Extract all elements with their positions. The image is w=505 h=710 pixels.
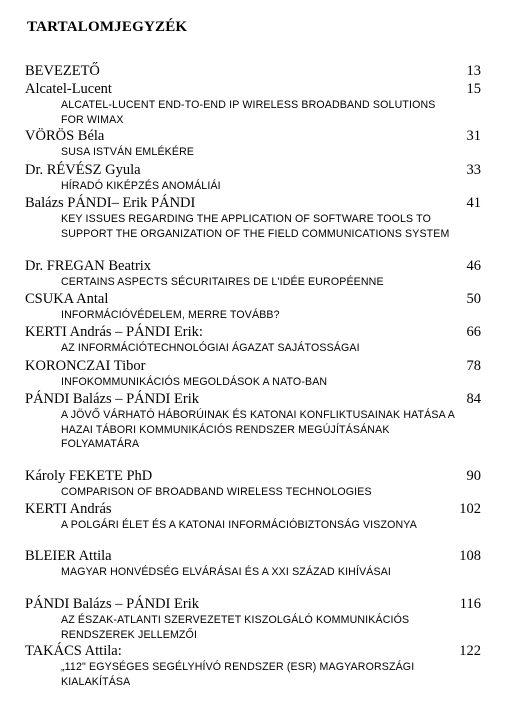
toc-entry-page-number: 84 (466, 391, 481, 407)
toc-entry-subtitle: ALCATEL-LUCENT END-TO-END IP WIRELESS BROADBAND SOLUTIONS FOR WIMAX (61, 99, 436, 126)
toc-entry-page-number: 31 (466, 128, 481, 144)
toc-entry-page-number: 90 (466, 468, 481, 484)
toc-entry-page-number: 102 (459, 501, 481, 517)
toc-entry-page-number: 122 (459, 643, 481, 659)
toc-entry-subtitle: CERTAINS ASPECTS SÉCURITAIRES DE L'IDÉE EUROPÉENNE (61, 276, 384, 288)
toc-entry-subtitle: SUSA ISTVÁN EMLÉKÉRE (61, 146, 195, 158)
toc-entry-subtitle: HÍRADÓ KIKÉPZÉS ANOMÁLIÁI (61, 180, 221, 192)
toc-entry-page-number: 41 (466, 195, 481, 211)
toc-entry-author: KERTI András (25, 501, 112, 517)
toc-entry-page-number: 46 (466, 258, 481, 274)
page-title: TARTALOMJEGYZÉK (27, 19, 188, 35)
toc-entry-subtitle: „112" EGYSÉGES SEGÉLYHÍVÓ RENDSZER (ESR) MAGYARORSZÁGI KIALAKÍTÁSA (61, 661, 415, 688)
toc-entry-subtitle: AZ ÉSZAK-ATLANTI SZERVEZETET KISZOLGÁLÓ KOMMUNIKÁCIÓS RENDSZEREK JELLEMZŐI (61, 614, 410, 641)
toc-entry-subtitle: A POLGÁRI ÉLET ÉS A KATONAI INFORMÁCIÓBIZTONSÁG VISZONYA (61, 519, 417, 531)
toc-entry-author: Dr. FREGAN Beatrix (25, 258, 152, 274)
toc-entry-author: PÁNDI Balázs – PÁNDI Erik (25, 596, 199, 612)
toc-entry-subtitle: MAGYAR HONVÉDSÉG ELVÁRÁSAI ÉS A XXI SZÁZAD KIHÍVÁSAI (61, 566, 392, 578)
toc-entry-page-number: 50 (466, 291, 481, 307)
toc-entry-page-number: 116 (459, 596, 481, 612)
toc-entry-page-number: 66 (466, 324, 481, 340)
toc-entry-author: PÁNDI Balázs – PÁNDI Erik (25, 391, 199, 407)
toc-entry-subtitle: KEY ISSUES REGARDING THE APPLICATION OF SOFTWARE TOOLS TO SUPPORT THE ORGANIZATION OF THE FIELD COMMUNICATIONS SYSTEM (61, 213, 450, 240)
toc-entry-author: BEVEZETŐ (25, 63, 100, 79)
toc-entry-page-number: 15 (466, 81, 481, 97)
toc-entry-author: TAKÁCS Attila: (25, 643, 122, 659)
toc-entry-page-number: 33 (466, 162, 481, 178)
toc-entry-author: Károly FEKETE PhD (25, 468, 153, 484)
toc-entry-author: Balázs PÁNDI– Erik PÁNDI (25, 195, 196, 211)
toc-entry-page-number: 78 (466, 358, 481, 374)
toc-entry-subtitle: A JÖVŐ VÁRHATÓ HÁBORÚINAK ÉS KATONAI KONFLIKTUSAINAK HATÁSA A HAZAI TÁBORI KOMMUNIKÁCIÓS RENDSZER MEGÚJÍTÁSÁNAK FOLYAMATÁRA (61, 409, 455, 451)
toc-entry-author: CSUKA Antal (25, 291, 109, 307)
toc-entry-subtitle: INFORMÁCIÓVÉDELEM, MERRE TOVÁBB? (61, 309, 280, 321)
toc-entry-author: KERTI András – PÁNDI Erik: (25, 324, 203, 340)
toc-entry-subtitle: AZ INFORMÁCIÓTECHNOLÓGIAI ÁGAZAT SAJÁTOSSÁGAI (61, 342, 360, 354)
toc-entry-author: BLEIER Attila (25, 548, 112, 564)
toc-entry-subtitle: INFOKOMMUNIKÁCIÓS MEGOLDÁSOK A NATO-BAN (61, 376, 328, 388)
toc-entry-author: Alcatel-Lucent (25, 81, 112, 97)
toc-entry-author: VÖRÖS Béla (25, 128, 105, 144)
toc-entry-page-number: 13 (466, 63, 481, 79)
toc-entry-author: Dr. RÉVÉSZ Gyula (25, 162, 141, 178)
toc-entry-subtitle: COMPARISON OF BROADBAND WIRELESS TECHNOLOGIES (61, 486, 372, 498)
toc-entry-page-number: 108 (459, 548, 481, 564)
toc-entry-author: KORONCZAI Tibor (25, 358, 146, 374)
